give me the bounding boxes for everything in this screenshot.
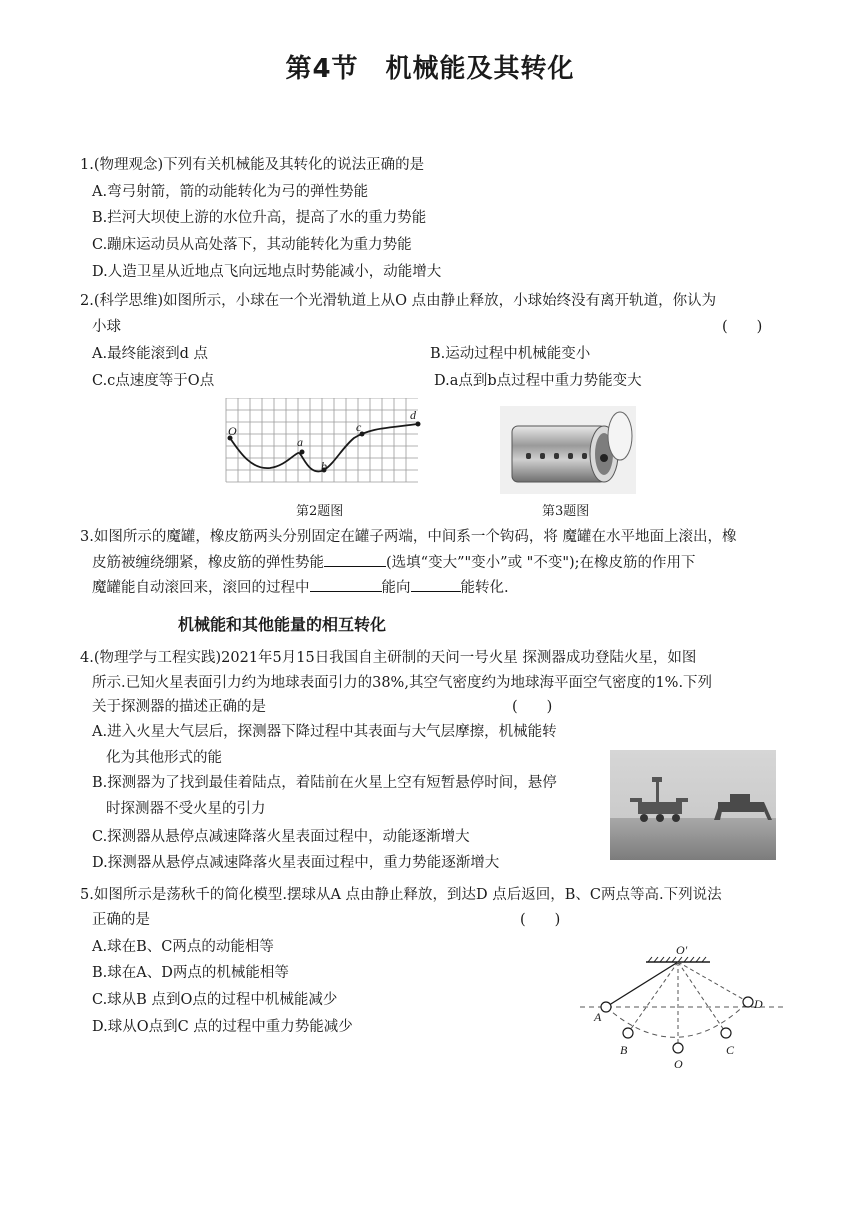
q3-figure-caption: 第3题图 <box>542 504 590 519</box>
q4-option-b-line1: B.探测器为了找到最佳着陆点，着陆前在火星上空有短暂悬停时间，悬停 <box>92 775 557 791</box>
q2-option-b: B.运动过程中机械能变小 <box>430 346 591 362</box>
q2-option-a: A.最终能滚到d 点 <box>92 346 208 362</box>
q5-option-c: C.球从B 点到O点的过程中机械能减少 <box>92 992 338 1008</box>
q2-figure-caption: 第2题图 <box>296 504 344 519</box>
q2-stem-line1: 2.(科学思维)如图所示，小球在一个光滑轨道上从O 点由静止释放，小球始终没有离开轨道，你认为 <box>80 293 717 309</box>
q4-option-a-line2: 化为其他形式的能 <box>106 750 222 766</box>
point-b-label: b <box>321 459 327 473</box>
point-a-dot <box>300 450 305 455</box>
point-d-label: d <box>410 408 416 422</box>
q1-stem: 1.(物理观念)下列有关机械能及其转化的说法正确的是 <box>80 157 425 173</box>
ball-o <box>673 1043 683 1053</box>
q3-line3-text-b: 能向 <box>381 580 411 596</box>
point-d-dot <box>416 422 421 427</box>
q4-line3: 关于探测器的描述正确的是 <box>92 699 266 715</box>
label-d: D <box>754 997 763 1011</box>
label-c: C <box>726 1043 735 1057</box>
q4-option-d: D.探测器从悬停点减速降落火星表面过程中，重力势能逐渐增大 <box>92 855 500 871</box>
q2-stem-line2: 小球 <box>92 319 121 335</box>
q2-track-figure <box>222 398 422 484</box>
ball-c <box>721 1028 731 1038</box>
q5-option-d: D.球从O点到C 点的过程中重力势能减少 <box>92 1019 353 1035</box>
q4-option-c: C.探测器从悬停点减速降落火星表面过程中，动能逐渐增大 <box>92 829 470 845</box>
q4-line1: 4.(物理学与工程实践)2021年5月15日我国自主研制的天问一号火星 探测器成功登陆火星，如图 <box>80 650 697 666</box>
label-a: A <box>594 1010 602 1024</box>
q3-line1: 3.如图所示的魔罐，橡皮筋两头分别固定在罐子两端，中间系一个钩码，将 魔罐在水平地面上滚出，橡 <box>80 529 737 545</box>
section-heading: 机械能和其他能量的相互转化 <box>178 615 387 634</box>
q1-option-c: C.蹦床运动员从高处落下，其动能转化为重力势能 <box>92 237 412 253</box>
q5-pendulum-diagram <box>580 940 786 1070</box>
q2-answer-paren: ( ) <box>722 319 763 335</box>
ball-d <box>743 997 753 1007</box>
label-o-prime: O' <box>676 943 688 957</box>
point-o-label: O <box>228 424 237 438</box>
point-a-label: a <box>297 435 303 449</box>
q4-option-b-line2: 时探测器不受火星的引力 <box>106 801 266 817</box>
label-b: B <box>620 1043 628 1057</box>
q4-mars-rover-photo <box>610 750 776 860</box>
q3-blank-2[interactable] <box>310 577 382 592</box>
ball-a <box>601 1002 611 1012</box>
q3-line3 <box>92 577 509 598</box>
q2-option-d: D.a点到b点过程中重力势能变大 <box>434 373 642 389</box>
q4-line2: 所示.已知火星表面引力约为地球表面引力的38%,其空气密度约为地球海平面空气密度的1%.下列 <box>92 675 713 691</box>
q1-option-b: B.拦河大坝使上游的水位升高，提高了水的重力势能 <box>92 210 427 226</box>
q3-line2-text-a: 皮筋被缠绕绷紧，橡皮筋的弹性势能 <box>92 555 324 571</box>
q3-line3-text-a: 魔罐能自动滚回来，滚回的过程中 <box>92 580 310 596</box>
point-c-label: c <box>356 420 362 434</box>
q3-blank-3[interactable] <box>411 577 461 592</box>
ball-b <box>623 1028 633 1038</box>
q4-option-a-line1: A.进入火星大气层后，探测器下降过程中其表面与大气层摩擦，机械能转 <box>92 724 557 740</box>
q2-option-c: C.c点速度等于O点 <box>92 373 215 389</box>
q5-option-a: A.球在B、C两点的动能相等 <box>92 939 274 955</box>
q3-line3-text-c: 能转化. <box>460 580 509 596</box>
q5-option-b: B.球在A、D两点的机械能相等 <box>92 965 289 981</box>
q1-option-a: A.弯弓射箭，箭的动能转化为弓的弹性势能 <box>92 184 369 200</box>
q3-blank-1[interactable] <box>324 552 386 567</box>
q5-answer-paren: ( ) <box>520 912 561 928</box>
page-title: 第4节 机械能及其转化 <box>285 54 575 84</box>
q5-line1: 5.如图所示是荡秋千的简化模型.摆球从A 点由静止释放，到达D 点后返回，B、C两点等高.下列说法 <box>80 887 722 903</box>
q3-magic-can-photo <box>500 406 636 494</box>
q3-line2-text-b: (选填“变大”"变小”或 "不变");在橡皮筋的作用下 <box>386 555 696 571</box>
q5-line2: 正确的是 <box>92 912 150 928</box>
q1-option-d: D.人造卫星从近地点飞向远地点时势能减小，动能增大 <box>92 264 442 280</box>
q3-line2 <box>92 552 696 573</box>
label-o: O <box>674 1057 683 1070</box>
q4-answer-paren: ( ) <box>512 699 553 715</box>
